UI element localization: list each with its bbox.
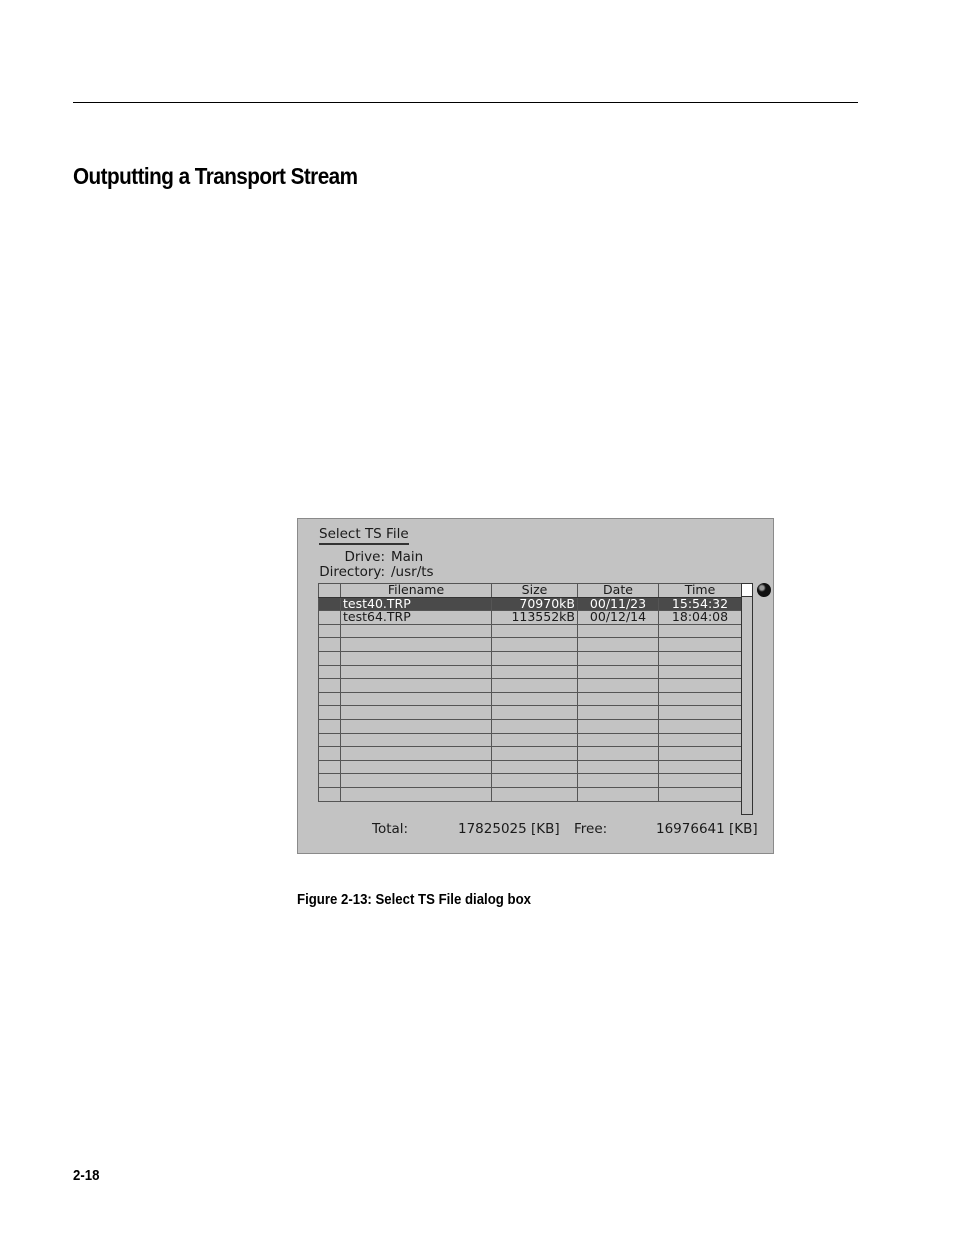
date-cell	[578, 760, 659, 774]
row-select-cell	[319, 611, 341, 625]
size-cell	[492, 706, 578, 720]
filename-cell	[341, 747, 492, 761]
filename-cell	[341, 774, 492, 788]
row-select-cell	[319, 679, 341, 693]
size-cell	[492, 760, 578, 774]
directory-value: /usr/ts	[391, 564, 434, 580]
time-cell	[659, 774, 742, 788]
time-cell	[659, 692, 742, 706]
filename-cell: test64.TRP	[341, 611, 492, 625]
filename-column-header[interactable]: Filename	[341, 584, 492, 598]
size-cell	[492, 638, 578, 652]
time-cell: 18:04:08	[659, 611, 742, 625]
figure-caption: Figure 2-13: Select TS File dialog box	[297, 891, 531, 908]
filename-cell	[341, 733, 492, 747]
time-cell	[659, 787, 742, 801]
select-column-header	[319, 584, 341, 598]
time-cell	[659, 719, 742, 733]
date-cell	[578, 679, 659, 693]
file-rows	[319, 597, 742, 801]
empty-file-row[interactable]	[319, 638, 742, 652]
file-row[interactable]	[319, 597, 742, 611]
filename-cell	[341, 665, 492, 679]
date-cell	[578, 624, 659, 638]
scrollbar-thumb[interactable]	[742, 584, 752, 597]
time-cell	[659, 706, 742, 720]
size-cell	[492, 774, 578, 788]
directory-label: Directory:	[319, 564, 385, 580]
size-cell	[492, 692, 578, 706]
row-select-cell	[319, 638, 341, 652]
row-select-cell	[319, 597, 341, 611]
size-cell	[492, 665, 578, 679]
empty-file-row[interactable]	[319, 679, 742, 693]
dialog-title: Select TS File	[319, 526, 409, 545]
date-cell	[578, 651, 659, 665]
directory-line	[315, 564, 434, 580]
empty-file-row[interactable]	[319, 760, 742, 774]
date-cell	[578, 638, 659, 652]
date-cell: 00/12/14	[578, 611, 659, 625]
filename-cell: test40.TRP	[341, 597, 492, 611]
row-select-cell	[319, 651, 341, 665]
size-cell	[492, 747, 578, 761]
filename-cell	[341, 760, 492, 774]
empty-file-row[interactable]	[319, 692, 742, 706]
time-cell	[659, 733, 742, 747]
filename-cell	[341, 638, 492, 652]
empty-file-row[interactable]	[319, 665, 742, 679]
empty-file-row[interactable]	[319, 774, 742, 788]
size-cell	[492, 679, 578, 693]
row-select-cell	[319, 692, 341, 706]
date-cell: 00/11/23	[578, 597, 659, 611]
file-table	[318, 583, 742, 802]
size-cell: 70970kB	[492, 597, 578, 611]
page-number: 2-18	[73, 1167, 100, 1184]
date-cell	[578, 719, 659, 733]
selection-knob-icon[interactable]	[757, 583, 771, 597]
row-select-cell	[319, 733, 341, 747]
date-cell	[578, 733, 659, 747]
table-header-row	[319, 584, 742, 598]
size-cell	[492, 651, 578, 665]
empty-file-row[interactable]	[319, 747, 742, 761]
empty-file-row[interactable]	[319, 787, 742, 801]
filename-cell	[341, 706, 492, 720]
date-column-header[interactable]: Date	[578, 584, 659, 598]
row-select-cell	[319, 747, 341, 761]
size-cell	[492, 787, 578, 801]
size-cell: 113552kB	[492, 611, 578, 625]
filename-cell	[341, 692, 492, 706]
filename-cell	[341, 651, 492, 665]
size-cell	[492, 624, 578, 638]
section-heading: Outputting a Transport Stream	[73, 163, 358, 189]
file-row[interactable]	[319, 611, 742, 625]
time-cell	[659, 624, 742, 638]
empty-file-row[interactable]	[319, 624, 742, 638]
time-column-header[interactable]: Time	[659, 584, 742, 598]
total-value: 17825025 [KB]	[458, 821, 560, 837]
date-cell	[578, 665, 659, 679]
time-cell	[659, 651, 742, 665]
time-cell	[659, 747, 742, 761]
total-label: Total:	[372, 821, 409, 837]
drive-line	[315, 549, 423, 565]
select-ts-file-dialog	[297, 518, 774, 854]
time-cell	[659, 665, 742, 679]
empty-file-row[interactable]	[319, 733, 742, 747]
row-select-cell	[319, 665, 341, 679]
filename-cell	[341, 787, 492, 801]
time-cell	[659, 638, 742, 652]
size-cell	[492, 733, 578, 747]
drive-value: Main	[391, 549, 424, 565]
time-cell	[659, 679, 742, 693]
empty-file-row[interactable]	[319, 706, 742, 720]
date-cell	[578, 747, 659, 761]
free-label: Free:	[574, 821, 608, 837]
row-select-cell	[319, 787, 341, 801]
size-cell	[492, 719, 578, 733]
time-cell: 15:54:32	[659, 597, 742, 611]
row-select-cell	[319, 774, 341, 788]
filename-cell	[341, 719, 492, 733]
empty-file-row[interactable]	[319, 651, 742, 665]
time-cell	[659, 760, 742, 774]
header-rule	[73, 102, 858, 103]
date-cell	[578, 787, 659, 801]
filename-cell	[341, 679, 492, 693]
row-select-cell	[319, 624, 341, 638]
date-cell	[578, 706, 659, 720]
date-cell	[578, 774, 659, 788]
filename-cell	[341, 624, 492, 638]
free-value: 16976641 [KB]	[656, 821, 758, 837]
row-select-cell	[319, 706, 341, 720]
size-column-header[interactable]: Size	[492, 584, 578, 598]
row-select-cell	[319, 760, 341, 774]
date-cell	[578, 692, 659, 706]
drive-label: Drive:	[344, 549, 385, 565]
row-select-cell	[319, 719, 341, 733]
empty-file-row[interactable]	[319, 719, 742, 733]
file-list-scrollbar[interactable]	[741, 583, 753, 815]
